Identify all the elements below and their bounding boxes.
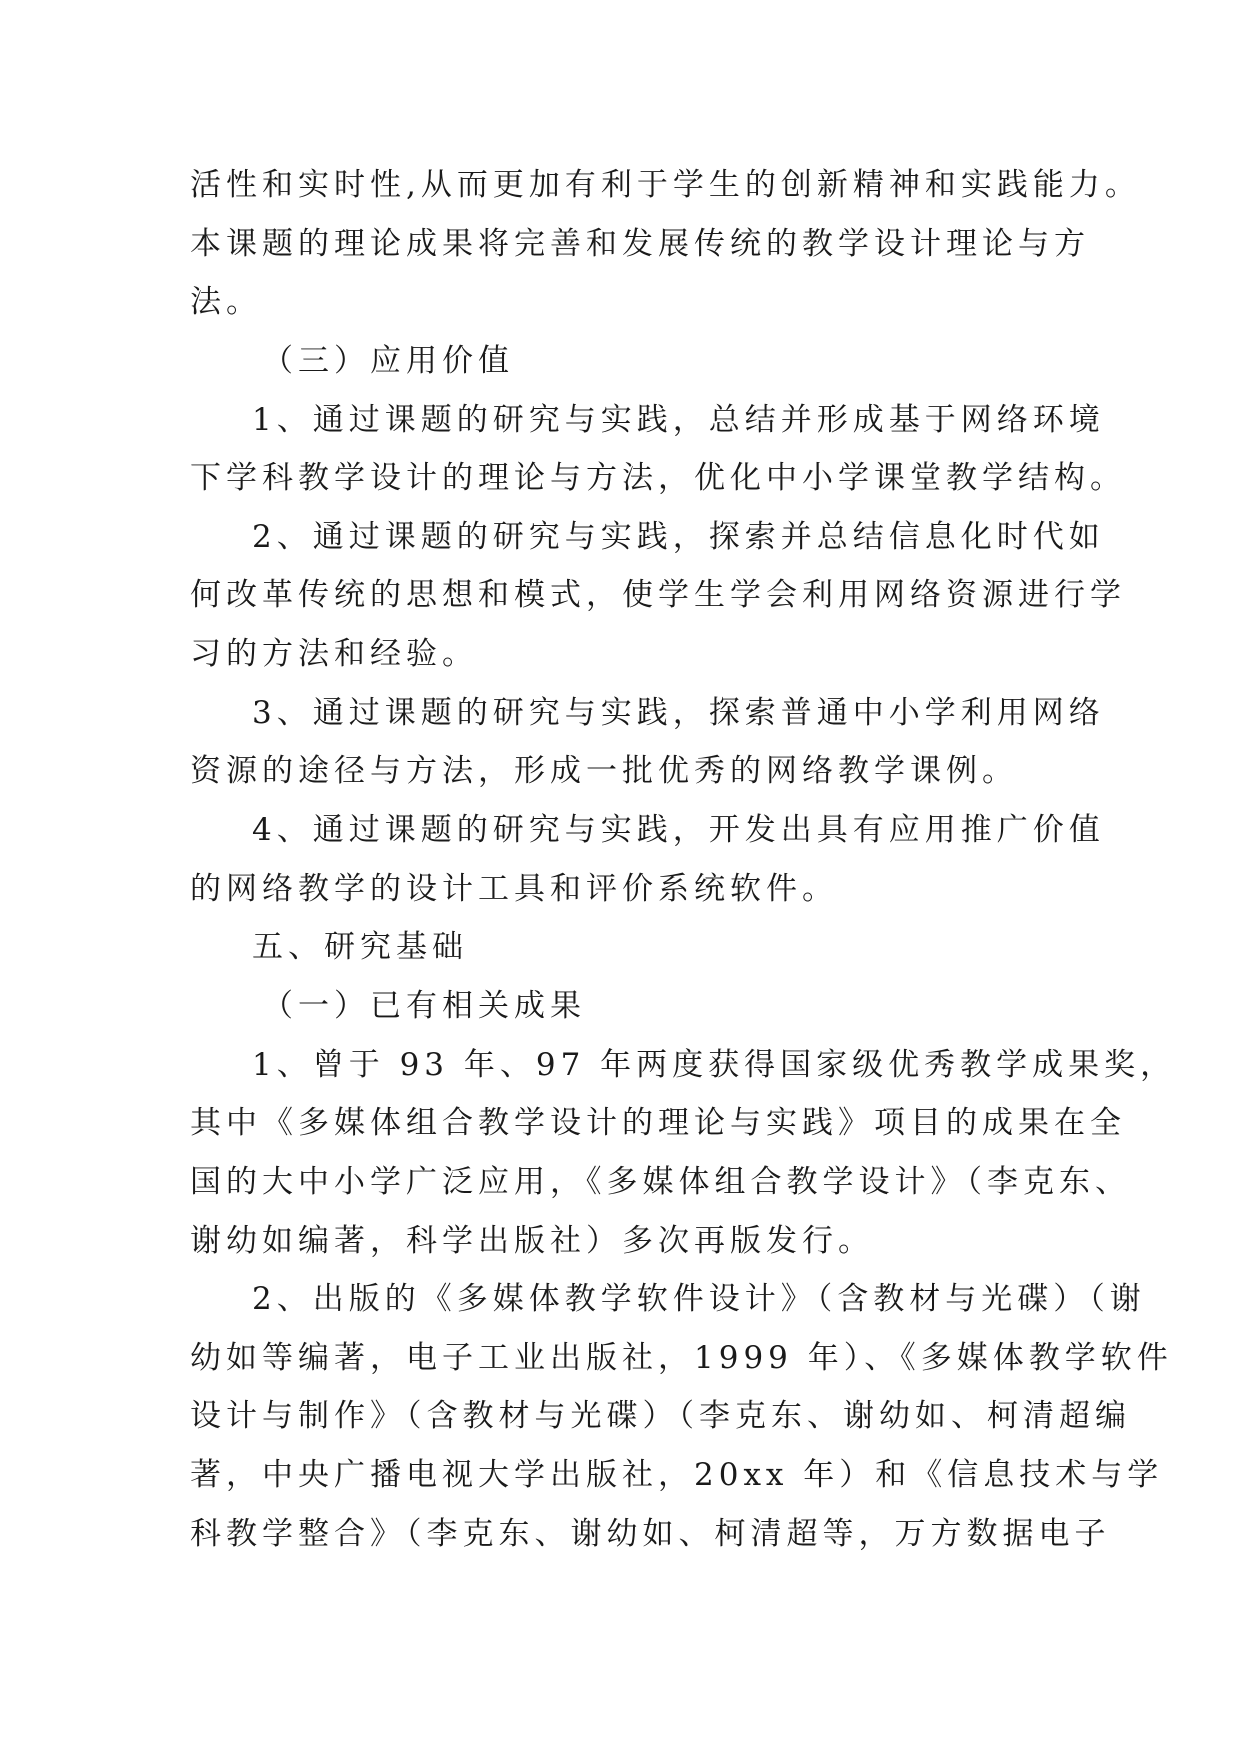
list-item-line: 1、通过课题的研究与实践，总结并形成基于网络环境 xyxy=(252,402,1105,438)
list-item-line: 习的方法和经验。 xyxy=(190,636,478,672)
section-heading-applied-value: （三）应用价值 xyxy=(262,343,514,379)
list-item-line: 何改革传统的思想和模式，使学生学会利用网络资源进行学 xyxy=(190,577,1126,613)
list-item-line: 下学科教学设计的理论与方法，优化中小学课堂教学结构。 xyxy=(190,460,1126,496)
section-heading-existing-results: （一）已有相关成果 xyxy=(262,988,586,1024)
list-item-line: 2、通过课题的研究与实践，探索并总结信息化时代如 xyxy=(252,519,1105,555)
section-heading-research-basis: 五、研究基础 xyxy=(252,929,468,965)
list-item-line: 国的大中小学广泛应用，《多媒体组合教学设计》（李克东、 xyxy=(190,1164,1131,1200)
list-item-line: 科教学整合》（李克东、谢幼如、柯清超等，万方数据电子 xyxy=(190,1516,1111,1552)
list-item-line: 其中《多媒体组合教学设计的理论与实践》项目的成果在全 xyxy=(190,1105,1126,1141)
list-item-line: 资源的途径与方法，形成一批优秀的网络教学课例。 xyxy=(190,753,1018,789)
paragraph-line: 活性和实时性,从而更加有利于学生的创新精神和实践能力。 xyxy=(190,167,1141,203)
list-item-line: 4、通过课题的研究与实践，开发出具有应用推广价值 xyxy=(252,812,1105,848)
list-item-line: 1、曾于 93 年、97 年两度获得国家级优秀教学成果奖， xyxy=(252,1047,1177,1083)
paragraph-line: 法。 xyxy=(190,284,262,320)
paragraph-line: 本课题的理论成果将完善和发展传统的教学设计理论与方 xyxy=(190,226,1090,262)
list-item-line: 的网络教学的设计工具和评价系统软件。 xyxy=(190,871,838,907)
list-item-line: 幼如等编著，电子工业出版社，1999 年）、《多媒体教学软件 xyxy=(190,1340,1173,1376)
list-item-line: 2、出版的《多媒体教学软件设计》（含教材与光碟）（谢 xyxy=(252,1281,1146,1317)
list-item-line: 著，中央广播电视大学出版社，20xx 年）和《信息技术与学 xyxy=(190,1457,1164,1493)
list-item-line: 谢幼如编著，科学出版社）多次再版发行。 xyxy=(190,1223,874,1259)
list-item-line: 3、通过课题的研究与实践，探索普通中小学利用网络 xyxy=(252,695,1105,731)
list-item-line: 设计与制作》（含教材与光碟）（李克东、谢幼如、柯清超编 xyxy=(190,1398,1131,1434)
